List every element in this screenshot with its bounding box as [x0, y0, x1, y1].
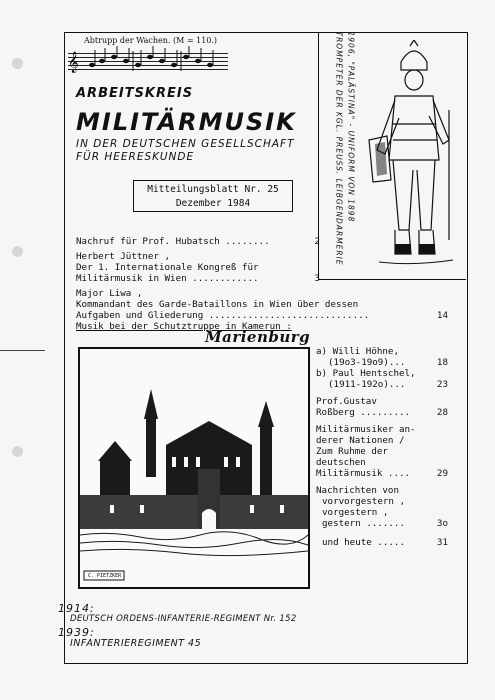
toc-side-item: Nachrichten von vorvorgestern , vorgestern , gestern ....... 3o — [316, 485, 448, 529]
svg-text:𝄞: 𝄞 — [68, 52, 79, 73]
bulletin-box — [133, 180, 293, 212]
music-caption: Abtrupp der Wachen. (M = 110.) — [84, 36, 218, 45]
music-notes-icon — [68, 46, 228, 76]
toc-main-item: Kommandant des Garde-Bataillons in Wien über dessen — [76, 299, 359, 310]
toc-main-item: Nachruf für Prof. Hubatsch ........ 2 — [76, 236, 320, 247]
society-line-1: IN DER DEUTSCHEN GESELLSCHAFT — [76, 138, 295, 150]
toc-side-item: Militärmusiker an- derer Nationen / Zum Ruhme der deutschen Militärmusik .... 29 — [316, 424, 448, 479]
toc-main-item: Major Liwa , — [76, 288, 143, 299]
footer-line-4: INFANTERIEREGIMENT 45 — [70, 638, 202, 649]
toc-side-item: Prof.Gustav Roßberg ......... 28 — [316, 396, 448, 418]
toc-main-item: Militärmusik in Wien ............ 3 — [76, 273, 320, 284]
toc-main-item: Herbert Jüttner , — [76, 251, 171, 262]
militaermusik-heading: MILITÄRMUSIK — [76, 108, 297, 136]
toc-main — [76, 236, 448, 332]
toc-main-item: Aufgaben und Gliederung ............................. 14 — [76, 310, 448, 321]
bulletin-date: Dezember 1984 — [175, 198, 251, 209]
toc-main-item: Der 1. Internationale Kongreß für — [76, 262, 259, 273]
marienburg-title: Marienburg — [205, 328, 311, 346]
society-line-2: FÜR HEERESKUNDE — [76, 151, 195, 163]
marienburg-picture — [78, 347, 310, 589]
toc-side-item: b) Paul Hentschel, (1911-192o)... 23 — [316, 368, 448, 390]
toc-side-item: a) Willi Höhne, (19o3-19o9)... 18 — [316, 346, 448, 368]
punch-hole-top — [12, 58, 23, 69]
punch-hole-bottom — [12, 446, 23, 457]
castle-illustration — [80, 349, 308, 587]
footer-line-3: 1939: — [58, 626, 95, 639]
punch-hole-middle — [12, 246, 23, 257]
toc-main-item: Musik bei der Schutztruppe in Kamerun : — [76, 321, 292, 332]
picture-signature: C. PIETZKER — [88, 573, 122, 579]
bulletin-number: Mitteilungsblatt Nr. 25 — [147, 184, 279, 195]
toc-side — [316, 346, 448, 548]
trumpeter-caption-1: TROMPETER DER KGL. PREUSS. LEIBGENDARMERIE — [334, 32, 344, 266]
toc-side-item: und heute ..... 31 — [322, 537, 448, 548]
footer-line-1: 1914: — [58, 602, 95, 615]
trumpeter-caption-2: 1906, "PALÄSTINA" - UNIFORM VON 1898 — [346, 32, 356, 223]
fold-mark — [0, 350, 45, 351]
footer-line-2: DEUTSCH ORDENS-INFANTERIE-REGIMENT Nr. 152 — [70, 614, 297, 624]
arbeitskreis-heading: ARBEITSKREIS — [76, 86, 194, 101]
